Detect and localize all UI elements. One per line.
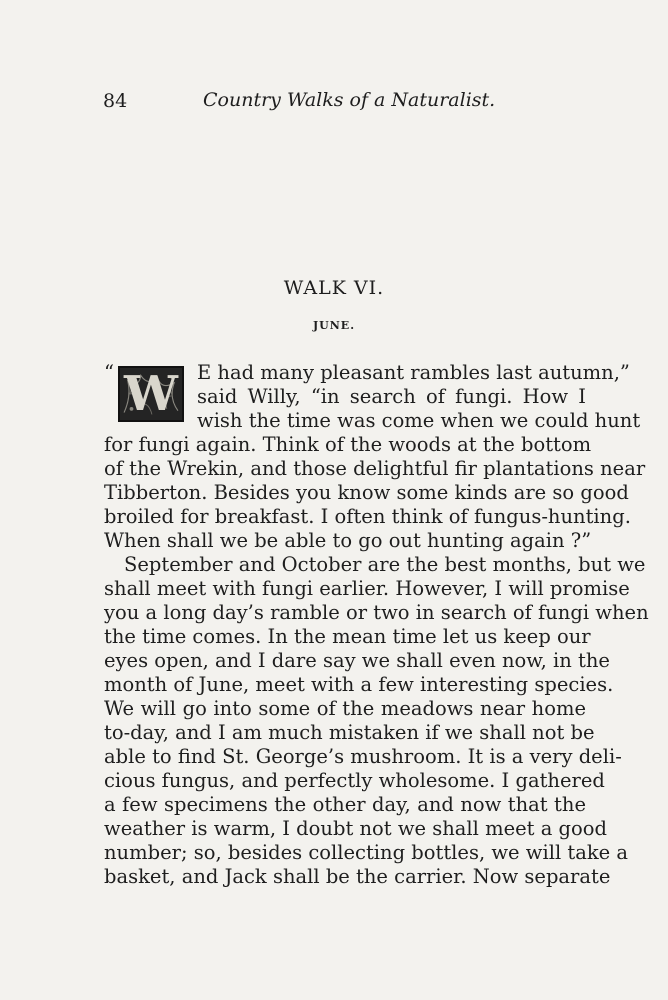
text-line: said Willy, “in search of fungi. How I xyxy=(197,385,586,408)
text-line: We will go into some of the meadows near home xyxy=(104,697,586,720)
text-line: weather is warm, I doubt not we shall meet a good xyxy=(104,817,607,840)
text-line: able to find St. George’s mushroom. It is a very deli- xyxy=(104,745,622,768)
chapter-title: WALK VI. xyxy=(283,277,385,299)
text-line: shall meet with fungi earlier. However, I will promise xyxy=(104,577,630,600)
running-title: Country Walks of a Naturalist. xyxy=(203,89,496,111)
text-line: the time comes. In the mean time let us keep our xyxy=(104,625,591,648)
text-line: broiled for breakfast. I often think of fungus-hunting. xyxy=(104,505,631,528)
text-line: wish the time was come when we could hunt xyxy=(197,409,641,432)
initial-letter: W xyxy=(124,366,178,422)
text-line: Tibberton. Besides you know some kinds are so good xyxy=(104,481,629,504)
text-line: September and October are the best months, but we xyxy=(124,553,646,576)
ornamental-initial xyxy=(118,366,184,422)
text-line: number; so, besides collecting bottles, we will take a xyxy=(104,841,629,864)
text-line: When shall we be able to go out hunting again ?” xyxy=(104,529,592,552)
page-number: 84 xyxy=(103,90,128,112)
text-line: cious fungus, and perfectly wholesome. I gathered xyxy=(104,769,605,792)
text-line: you a long day’s ramble or two in search of fungi when xyxy=(104,601,649,624)
text-line: eyes open, and I dare say we shall even now, in the xyxy=(104,649,610,672)
opening-quote: “ xyxy=(104,361,114,384)
text-line: a few specimens the other day, and now that the xyxy=(104,793,586,816)
text-line: to-day, and I am much mistaken if we shall not be xyxy=(104,721,595,744)
chapter-subtitle: JUNE. xyxy=(312,319,356,332)
text-line: basket, and Jack shall be the carrier. Now separate xyxy=(104,865,611,888)
text-line: of the Wrekin, and those delightful fir plantations near xyxy=(104,457,646,480)
text-line: month of June, meet with a few interesting species. xyxy=(104,673,614,696)
text-line: E had many pleasant rambles last autumn,” xyxy=(197,361,630,384)
text-line: for fungi again. Think of the woods at the bottom xyxy=(104,433,592,456)
